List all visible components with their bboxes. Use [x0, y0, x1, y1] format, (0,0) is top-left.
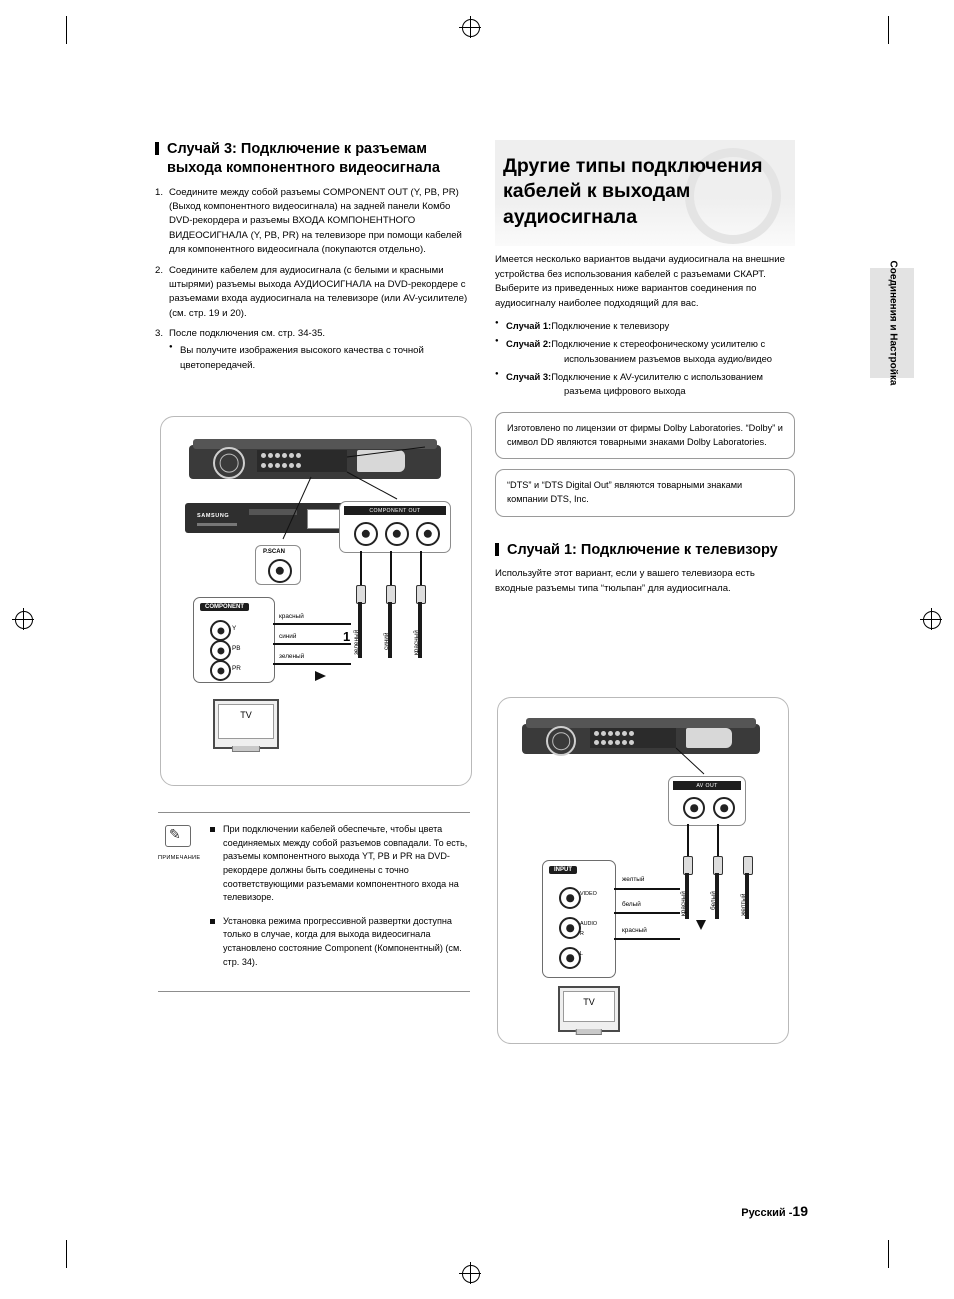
list-item: ● Вы получите изображения высокого качества с точной цветопередачей.: [169, 344, 470, 373]
left-heading: [155, 140, 470, 179]
registration-circle-right: [923, 611, 941, 629]
step-number: 1.: [155, 186, 164, 198]
tv-jack-label-y: Y: [232, 625, 237, 632]
tv-audio-jack-l: [559, 947, 581, 969]
cable-line-green: [360, 551, 362, 587]
list-item: При подключении кабелей обеспечьте, чтобы цвета соединяемых между собой разъемов совпадали. То есть, разъемы компонентного выхода YT, PB и PR на DVD-рекордере должны быть соединены с точно соответствующими разъемами компонентного входа на телевизоре.: [210, 823, 470, 905]
cable-line-blue: [390, 551, 392, 587]
registration-circle-left: [15, 611, 33, 629]
wire-label-yellow-2: желтый: [622, 876, 645, 883]
tv-jack-y: [210, 620, 231, 641]
figure-step-number: 1: [343, 629, 351, 644]
list-item: [155, 186, 470, 258]
list-item: [495, 319, 795, 333]
tv-stand: [232, 746, 260, 752]
case-text: Подключение к AV-усилителю с использованием: [551, 370, 763, 382]
section-tab: [870, 260, 914, 386]
note-items: [210, 823, 470, 969]
left-heading-text: Случай 3: Подключение к разъемам выхода компонентного видеосигнала: [167, 141, 440, 177]
case-list: [495, 319, 795, 398]
tv-jack-pr: [210, 660, 231, 681]
list-item: [495, 337, 795, 365]
cable-run-yellow-2: [614, 888, 680, 890]
dts-notice-box: [495, 469, 795, 517]
crop-line-top-left: [66, 16, 67, 44]
step-number: 3.: [155, 328, 164, 340]
cable-line-red: [420, 551, 422, 587]
pscan-callout: [255, 545, 301, 585]
step-text: Соедините между собой разъемы COMPONENT OUT (Y, PB, PR) (Выход компонентного видеосигнала) на задней панели Комбо DVD-рекордера и разъемы ВХОДА КОМПОНЕНТНОГО ВИДЕОСИГНАЛА (Y, PB, PR) на телевизоре при помощи кабелей для компонентного видеосигнала (покупаются отдельно).: [169, 186, 462, 256]
tv-component-label: COMPONENT: [200, 603, 249, 611]
list-item: [155, 264, 470, 322]
wire-label-blue: синий: [279, 633, 297, 640]
cable-run-green: [273, 663, 351, 665]
pscan-label: P.SCAN: [263, 549, 285, 555]
plug-label-blue: синий: [383, 632, 390, 650]
section-tab-label: Соединения и Настройка: [887, 260, 899, 386]
dolby-notice-box: [495, 412, 795, 460]
wire-label-white-2: белый: [622, 901, 641, 908]
av-out-label: AV OUT: [673, 781, 741, 790]
heading-bar-icon: [495, 543, 499, 556]
wire-label-red-2: красный: [622, 927, 647, 934]
tv-label: TV: [583, 997, 595, 1007]
plug-label-green: зеленый: [353, 629, 360, 655]
intro-paragraph: Имеется несколько вариантов выдачи аудиосигнала на внешние устройства без использования кабелей с разъемами СКАРТ. Выберите из приведенных ниже вариантов соединения по аудиосигналу наиболее подходящий для вас.: [495, 254, 785, 309]
case-label: Случай 3:: [506, 370, 552, 382]
list-item: [155, 327, 470, 373]
note-icon-group: [158, 825, 201, 861]
cable-run-blue: [273, 643, 351, 645]
case-text: Подключение к стереофоническому усилителю с: [551, 338, 766, 350]
case-label: Случай 2:: [506, 338, 552, 350]
case-text: Подключение к телевизору: [551, 320, 670, 332]
tv-stand: [576, 1029, 602, 1035]
step-number: 2.: [155, 264, 164, 276]
tv-jack-label-pr: PR: [232, 665, 241, 672]
plug-label-red: красный: [413, 630, 420, 655]
component-out-label: COMPONENT OUT: [344, 506, 446, 515]
cable-run-red: [273, 623, 351, 625]
direction-arrow-icon: [315, 671, 326, 681]
note-caption: ПРИМЕЧАНИЕ: [158, 855, 201, 861]
heading-bar-icon: [155, 142, 159, 155]
crop-line-top-right: [888, 16, 889, 44]
step-text: После подключения см. стр. 34-35.: [169, 328, 326, 340]
pscan-button-icon: [268, 559, 292, 583]
case1-paragraph: Используйте этот вариант, если у вашего телевизора есть входные разъемы типа “тюльпан” для аудиосигнала.: [495, 568, 755, 594]
tv-input-label: INPUT: [549, 866, 577, 874]
tv-audio-jack-r: [559, 917, 581, 939]
page-footer: [741, 1203, 808, 1219]
case-text-cont: разъема цифрового выхода: [564, 384, 686, 396]
tv-jack-pb: [210, 640, 231, 661]
list-item: Установка режима прогрессивной развертки доступна только в случае, когда для выхода видеосигнала установлено состояние Component (Компонентный) (см. стр. 34).: [210, 915, 470, 970]
registration-circle-bottom: [462, 1265, 480, 1283]
tv-illustration-2: [558, 986, 620, 1032]
section-title: Другие типы подключения кабелей к выходам аудиосигнала: [503, 155, 763, 228]
case1-heading: [495, 541, 795, 560]
tv-video-text: VIDEO: [580, 891, 597, 897]
case-label: Случай 1:: [506, 320, 552, 332]
footer-language: Русский -: [741, 1207, 793, 1219]
cable-line-white-2: [717, 824, 719, 858]
brand-logo: SAMSUNG: [197, 513, 230, 519]
dts-notice-text: “DTS” и “DTS Digital Out” являются товарными знаками компании DTS, Inc.: [507, 480, 743, 505]
wire-label-green: зеленый: [279, 653, 305, 660]
registration-circle-top: [462, 19, 480, 37]
tv-label: TV: [240, 710, 252, 720]
crop-line-bottom-right: [888, 1240, 889, 1268]
cable-run-red-2: [614, 938, 680, 940]
plug-label-red-2: красный: [680, 891, 687, 916]
tv-jack-label-r: R: [580, 931, 584, 937]
tv-audio-text: AUDIO: [580, 921, 598, 927]
tv-input-panel: [542, 860, 616, 978]
case1-heading-text: Случай 1: Подключение к телевизору: [507, 542, 778, 559]
direction-arrow-icon-2: [696, 920, 706, 930]
dolby-notice-text: Изготовлено по лицензии от фирмы Dolby Laboratories. “Dolby” и символ DD являются товарными знаками Dolby Laboratories.: [507, 422, 783, 447]
plug-label-white-2: белый: [710, 891, 717, 910]
left-steps: [155, 186, 470, 374]
figure-av-connection: [497, 697, 789, 1044]
cable-line-yellow-2: [687, 824, 689, 858]
wire-label-red: красный: [279, 613, 304, 620]
crop-line-bottom-left: [66, 1240, 67, 1268]
pencil-icon: [165, 825, 191, 847]
note-section: [158, 812, 470, 992]
page-number: 19: [792, 1203, 808, 1219]
section-title-box: [495, 140, 795, 246]
tv-jack-label-l: L: [580, 951, 583, 957]
cable-run-white-2: [614, 912, 680, 914]
tv-component-input-panel: [193, 597, 275, 683]
tv-video-jack: [559, 887, 581, 909]
list-item: [495, 370, 795, 398]
right-column: [495, 140, 795, 604]
figure-component-connection: [160, 416, 472, 786]
tv-illustration: [213, 699, 279, 749]
tv-jack-label-pb: PB: [232, 645, 241, 652]
left-column: [155, 140, 470, 379]
left-sub-bullets: [169, 344, 470, 373]
plug-label-yellow-2: желтый: [740, 893, 747, 916]
step-text: Соедините кабелем для аудиосигнала (с белыми и красными штырями) разъемы выхода АУДИОСИГНАЛА на DVD-рекордере с разъемами входа аудиосигнала на телевизоре (или AV-усилителе) (см. стр. 19 и 20).: [169, 264, 468, 319]
case-text-cont: использованием разъемов выхода аудио/видео: [564, 352, 772, 364]
